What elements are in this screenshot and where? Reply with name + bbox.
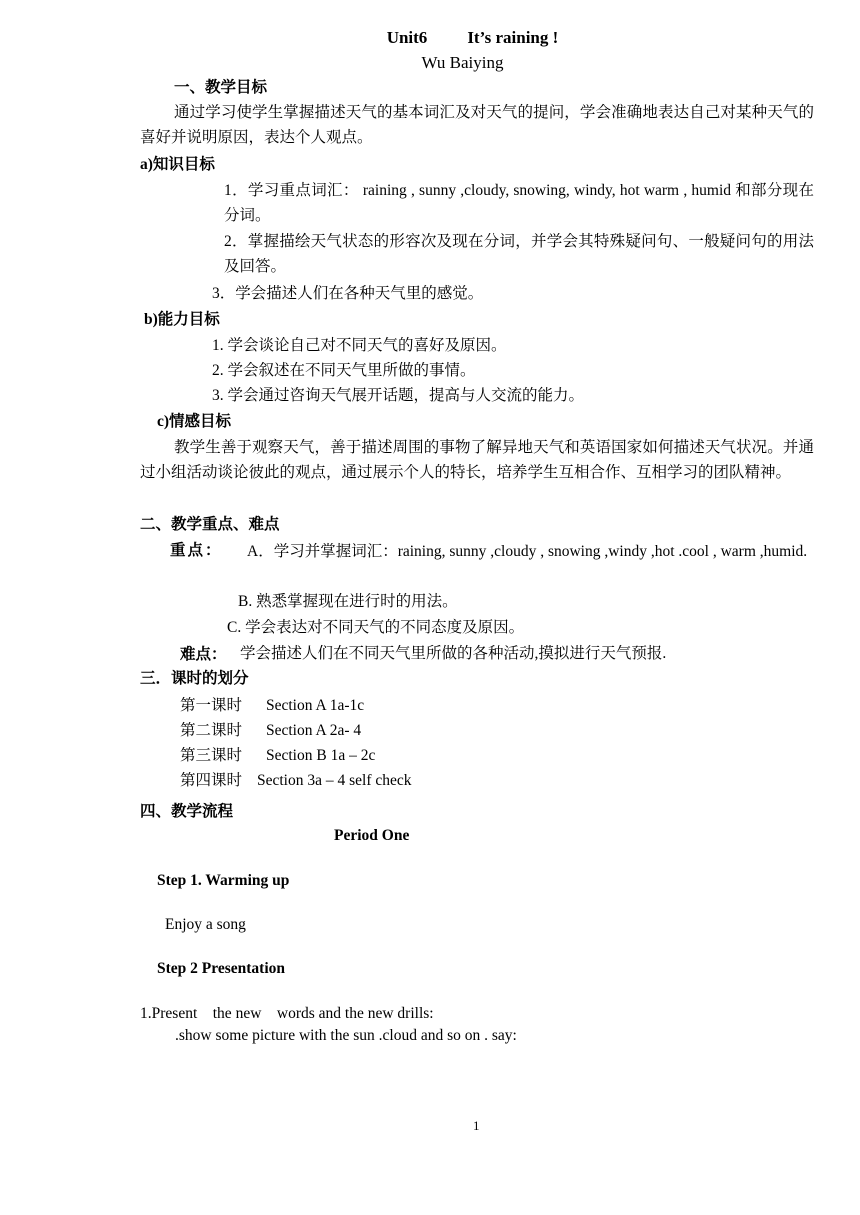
period-content: Section A 1a-1c bbox=[266, 697, 365, 714]
period-row-2 bbox=[180, 721, 361, 741]
period-label: 第三课时 bbox=[180, 747, 243, 764]
period-label: 第二课时 bbox=[180, 722, 243, 739]
present-line: 1.Present the new words and the new drills: bbox=[140, 1005, 434, 1022]
knowledge-item-3: 3．学会描述人们在各种天气里的感觉。 bbox=[212, 285, 484, 302]
ability-item-2: 2. 学会叙述在不同天气里所做的事情。 bbox=[212, 362, 476, 379]
period-label: 第四课时 bbox=[180, 772, 243, 789]
section3-heading: 三．课时的划分 bbox=[140, 670, 249, 687]
emotion-heading: c)情感目标 bbox=[157, 413, 232, 430]
unit-number: Unit6 bbox=[386, 28, 428, 47]
key-item-b: B. 熟悉掌握现在进行时的用法。 bbox=[238, 593, 458, 610]
emotion-text: 教学生善于观察天气，善于描述周围的事物了解异地天气和英语国家如何描述天气状况。并通过小组活动谈论彼此的观点，通过展示个人的特长，培养学生互相合作、互相学习的团队精神。 bbox=[140, 439, 814, 481]
doc-title bbox=[0, 28, 860, 48]
ability-heading: b)能力目标 bbox=[144, 311, 220, 328]
period-row-4 bbox=[180, 771, 412, 791]
period-row-1 bbox=[180, 696, 364, 716]
unit-name: It’s raining ! bbox=[467, 28, 559, 47]
knowledge-item-2: 2．掌握描绘天气状态的形容次及现在分词，并学会其特殊疑问句、一般疑问句的用法及回答。 bbox=[224, 233, 814, 275]
section1-intro: 通过学习使学生掌握描述天气的基本词汇及对天气的提问，学会准确地表达自己对某种天气的喜好并说明原因，表达个人观点。 bbox=[140, 104, 814, 146]
key-item-c: C. 学会表达对不同天气的不同态度及原因。 bbox=[227, 619, 525, 636]
difficult-text: 学会描述人们在不同天气里所做的各种活动,摸拟进行天气预报. bbox=[240, 645, 667, 662]
step2-heading: Step 2 Presentation bbox=[157, 960, 286, 977]
knowledge-item-1: 1．学习重点词汇： raining , sunny ,cloudy, snowing, windy, hot warm , humid 和部分现在分词。 bbox=[224, 182, 814, 224]
period-content: Section B 1a – 2c bbox=[266, 747, 376, 764]
author: Wu Baiying bbox=[421, 53, 504, 72]
step1-heading: Step 1. Warming up bbox=[157, 872, 290, 889]
section2-heading: 二、教学重点、难点 bbox=[140, 516, 280, 533]
page-number: 1 bbox=[473, 1118, 480, 1133]
key-label: 重点： bbox=[170, 542, 223, 559]
key-item-a: A．学习并掌握词汇：raining, sunny ,cloudy , snowing ,windy ,hot .cool , warm ,humid. bbox=[247, 543, 808, 560]
period-content: Section 3a – 4 self check bbox=[257, 772, 412, 789]
period-label: 第一课时 bbox=[180, 697, 243, 714]
knowledge-heading: a)知识目标 bbox=[140, 156, 215, 173]
show-line: .show some picture with the sun .cloud and so on . say: bbox=[175, 1027, 517, 1044]
difficult-label: 难点： bbox=[180, 646, 227, 663]
section4-heading: 四、教学流程 bbox=[140, 803, 234, 820]
period-row-3 bbox=[180, 746, 375, 766]
period-title: Period One bbox=[334, 827, 410, 844]
step1-text: Enjoy a song bbox=[165, 916, 246, 933]
ability-item-1: 1. 学会谈论自己对不同天气的喜好及原因。 bbox=[212, 337, 507, 354]
period-content: Section A 2a- 4 bbox=[266, 722, 362, 739]
section1-heading: 一、教学目标 bbox=[174, 79, 268, 96]
ability-item-3: 3. 学会通过咨询天气展开话题，提高与人交流的能力。 bbox=[212, 387, 585, 404]
